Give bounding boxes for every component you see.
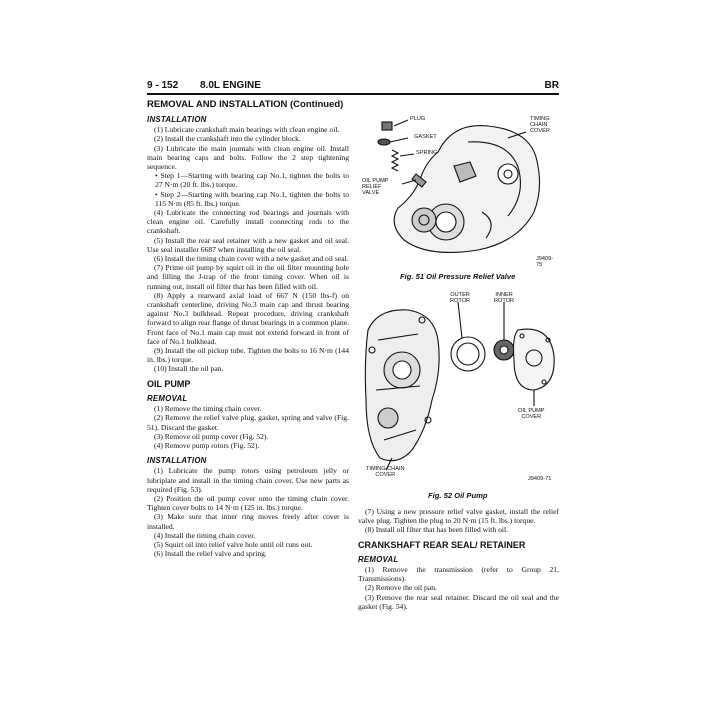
step: (10) Install the oil pan. xyxy=(154,364,224,374)
page-number: 9 - 152 xyxy=(147,80,179,91)
step: (8) Apply a rearward axial load of 667 N (150 lbs-f) on crankshaft centerline, driving No.3 main cap and thrust bearing against No.3 bulkhead. Repeat procedure, driving crankshaft forward to align rear flange of thrust bearings in a common plane. Front face of No.1 main cap must not extend forward in front of face of No.1 bulkhead. xyxy=(147,290,349,346)
step: (5) Squirt oil into relief valve hole until oil runs out. xyxy=(154,539,313,549)
section-title: REMOVAL AND INSTALLATION (Continued) xyxy=(147,99,344,110)
step: (3) Remove oil pump cover (Fig. 52). xyxy=(154,431,269,441)
bullet-step: • Step 2—Starting with bearing cap No.1, tighten the bolts to 115 N·m (85 ft. lbs.) torque. xyxy=(147,190,349,208)
step: (1) Remove the timing chain cover. xyxy=(154,404,262,414)
step: (2) Remove the oil pan. xyxy=(365,583,437,593)
fig51-label-spring: SPRING xyxy=(416,150,438,156)
fig52-label-oil-pump-cover: OIL PUMP COVER xyxy=(518,408,545,420)
page-header xyxy=(147,80,559,94)
header-rule xyxy=(147,93,559,95)
step: (4) Install the timing chain cover. xyxy=(154,530,256,540)
fig51-code: J9409-75 xyxy=(536,256,554,268)
fig52-label-outer-rotor: OUTER ROTOR xyxy=(450,292,471,304)
step: (7) Prime oil pump by squirt oil in the oil filter mounting hole and filling the J-trap of the front timing cover. When oil is running out, install oil filter that has been filled with oil. xyxy=(147,263,349,291)
step: (3) Lubricate the main journals with clean engine oil. Install main bearing caps and bolts. Follow the 2 step tightening sequence. xyxy=(147,143,349,172)
fig51-label-gasket: GASKET xyxy=(414,134,437,140)
installation-heading: INSTALLATION xyxy=(147,456,207,466)
installation-heading: INSTALLATION xyxy=(147,115,207,124)
fig51-caption: Fig. 51 Oil Pressure Relief Valve xyxy=(400,272,516,281)
step: (3) Remove the rear seal retainer. Discard the oil seal and the gasket (Fig. 54). xyxy=(358,592,559,611)
step: (2) Position the oil pump cover onto the timing chain cover. Tighten cover bolts to 14 N·m (125 in. lbs.) torque. xyxy=(147,493,349,513)
step: (6) Install the relief valve and spring. xyxy=(154,549,267,559)
step: (4) Lubricate the connecting rod bearings and journals with clean engine oil. Carefully install connecting rods to the crankshaft. xyxy=(147,208,349,236)
step: (8) Install oil filter that has been filled with oil. xyxy=(365,525,508,535)
step: (3) Make sure that inner ring moves freely after cover is installed. xyxy=(147,512,349,531)
step: (7) Using a new pressure relief valve gasket, install the relief valve plug. Tighten the plug to 20 N·m (15 ft. lbs.) torque. xyxy=(358,507,559,526)
fig51-illustration xyxy=(358,112,559,272)
fig52-illustration xyxy=(358,290,559,486)
right-column xyxy=(358,507,559,611)
step: (2) Remove the relief valve plug, gasket, spring and valve (Fig. 51). Discard the gasket. xyxy=(147,413,349,432)
fig52-caption: Fig. 52 Oil Pump xyxy=(428,491,488,500)
step: (1) Lubricate crankshaft main bearings with clean engine oil. xyxy=(154,125,340,135)
step: (6) Install the timing chain cover with a new gasket and oil seal. xyxy=(154,254,349,264)
step: (4) Remove pump rotors (Fig. 52). xyxy=(154,440,260,450)
engine-title: 8.0L ENGINE xyxy=(200,80,261,91)
removal-heading: REMOVAL xyxy=(358,554,399,564)
step: (1) Lubricate the pump rotors using petroleum jelly or lubriplate and install in the timing chain cover. Use new parts as required (Fig. 53). xyxy=(147,466,349,494)
oil-pump-heading: OIL PUMP xyxy=(147,378,191,389)
removal-heading: REMOVAL xyxy=(147,393,188,403)
section-code: BR xyxy=(544,80,559,91)
step: (2) Install the crankshaft into the cylinder block. xyxy=(154,134,301,144)
step: (1) Remove the transmission (refer to Group 21, Transmissions). xyxy=(358,565,559,584)
fig51-label-timing-cover: TIMING CHAIN COVER xyxy=(530,116,550,134)
fig52-code: J9409-71 xyxy=(528,476,552,482)
left-column xyxy=(147,115,349,558)
fig52-label-inner-rotor: INNER ROTOR xyxy=(494,292,515,304)
fig52-label-timing-cover: TIMING CHAIN COVER xyxy=(366,466,405,478)
bullet-step: • Step 1—Starting with bearing cap No.1, tighten the bolts to 27 N·m (20 ft. lbs.) torque. xyxy=(147,171,349,189)
fig51-label-relief-valve: OIL PUMP RELIEF VALVE xyxy=(362,178,389,196)
step: (5) Install the rear seal retainer with a new gasket and oil seal. Use seal installer 6687 when installing the oil seal. xyxy=(147,235,349,254)
fig51-label-plug: PLUG xyxy=(410,116,426,122)
step: (9) Install the oil pickup tube. Tighten the bolts to 16 N·m (144 in. lbs.) torque. xyxy=(147,346,349,365)
rear-seal-heading: CRANKSHAFT REAR SEAL/ RETAINER xyxy=(358,539,526,550)
